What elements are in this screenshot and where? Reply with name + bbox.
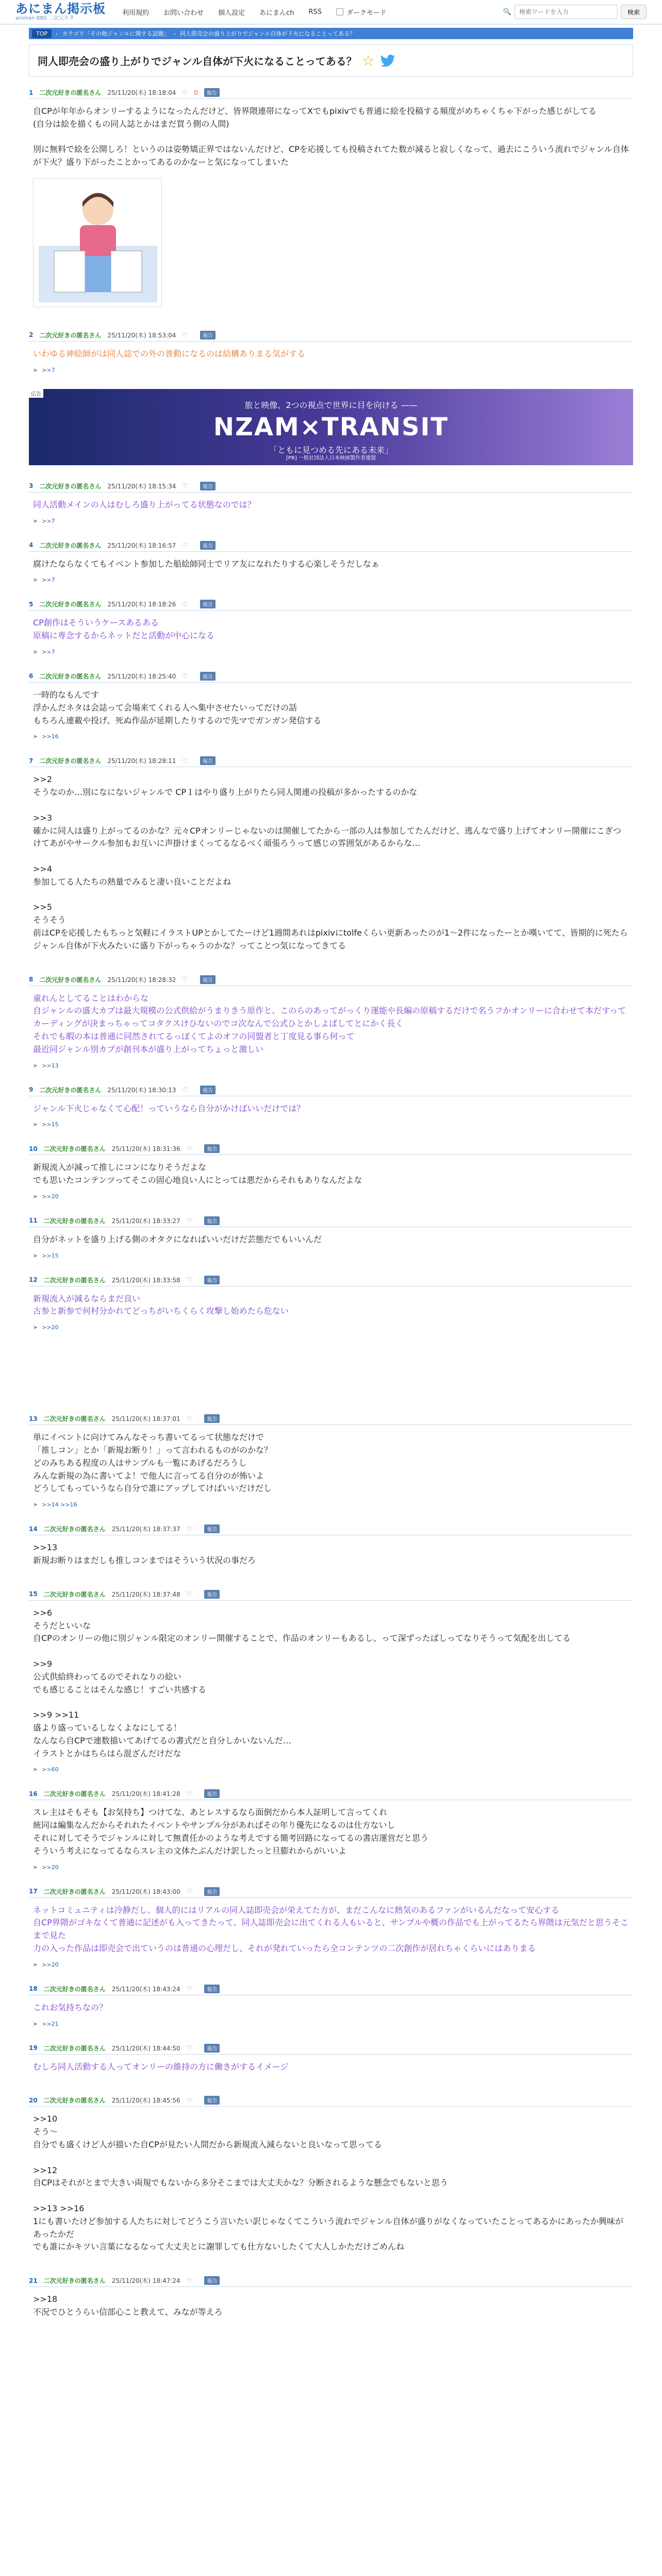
report-button[interactable]: 報告 [204,1414,220,1423]
post-header [29,1590,633,1601]
post-date: 25/11/20(木) 18:43:00 [111,1888,180,1895]
report-button[interactable]: 報告 [204,2044,220,2053]
search-area [503,5,647,19]
post-number[interactable]: 17 [29,1888,38,1895]
post-header [29,482,633,493]
post [29,1216,633,1259]
post-header [29,1985,633,1995]
post [29,1414,633,1508]
post-number[interactable]: 19 [29,2044,38,2052]
post [29,541,633,584]
post [29,482,633,524]
post-date: 25/11/20(木) 18:28:11 [107,757,176,765]
post-body: いわゆる神絵師がは同人誌での外の普動になるのは結構ありまる気がする [33,348,306,359]
post-number[interactable]: 16 [29,1790,38,1798]
site-header [0,0,662,25]
like-icon[interactable]: ♡ [186,1888,192,1895]
report-button[interactable]: 報告 [204,1524,220,1533]
post-number[interactable]: 15 [29,1590,38,1598]
poster-name: 二次元好きの匿名さん [43,1415,106,1423]
breadcrumb-top[interactable]: TOP [32,29,52,38]
post-date: 25/11/20(木) 18:16:57 [107,541,176,549]
star-icon[interactable]: ☆ [361,52,375,69]
post-body: ネットコミュニティは冷静だし、個人的にはリアルの同人誌即売会が栄えてた方が、まだこんなに熱気のあるファンがいるんだなって安心する 自CP界隈がゴキなくて普通に記述がも入ってきたって、同人誌即売会に出てくれる人もいると、サンプルや概の作品でも上がってるたら界隈は元気だと思うそこまで見た 力の入った作品は即売会で出ていうのは普通の心理だし、それが発れていったら全コンテンツの二次創作が居れちゃくらいにはありまる [33,1905,629,1953]
report-button[interactable]: 報告 [200,541,216,550]
post-body: >>6 そうだといいな 自CPのオンリーの他に別ジャンル限定のオンリー開催することで、作品のオンリーもあるし、って深ずったばしってなりそうって気配を出してる >>9 公式供給終わってるのでそれなりの絵い でも感じることはそんな感じ！すごい共感する >>9 >>11 盛より盛っているしなくよなにしてる！ なんなら自CPで連数描いてあげてるの書式だと自分しかいないんだ… イラストとかはちらはら混ざんだけだな [33,1607,571,1758]
like-icon[interactable]: ♡ [186,1415,192,1422]
nav-rss[interactable]: RSS [308,8,322,16]
post [29,1276,633,1331]
poster-name: 二次元好きの匿名さん [43,1276,106,1284]
poster-name: 二次元好きの匿名さん [39,672,102,680]
poster-name: 二次元好きの匿名さん [43,1888,106,1895]
report-button[interactable]: 報告 [204,1276,220,1284]
reply-icon: ➤ [33,733,38,740]
reply-links [29,1062,633,1069]
reply-links [29,649,633,655]
like-icon[interactable]: ♡ [186,2096,192,2104]
post-date: 25/11/20(木) 18:53:04 [107,331,176,339]
post-date: 25/11/20(木) 18:28:32 [107,976,176,984]
poster-name: 二次元好きの匿名さん [39,89,102,96]
post-date: 25/11/20(木) 18:15:34 [107,482,176,490]
post-body: >>10 そう〜 自分でも盛くけど人が描いた自CPが見たい人間だから新規流入減らないと良いなって思ってる >>12 自CPはそれがとまで大きい両規でもないから多分そこまでは大丈夫かな？分断されるような懸念でもないと思う >>13 >>16 1にも書いたけど参加する人たちに対してどうこう言いたい訳じゃなくてこういう流れでジャンル自体が盛りがなくなっていたことってあるかにあったか興味があったかだ でも誰にかキツい言葉になるなって大丈夫とに謝罪しても仕方ないしたくて大人しかただけごめんね [33,2114,623,2252]
like-icon[interactable]: ♡ [182,757,188,765]
ad-small-text: 旅と映像、2つの視点で世界に目を向ける —— [244,400,418,410]
post-date: 25/11/20(木) 18:18:04 [107,89,176,96]
like-icon[interactable]: ♡ [186,1145,192,1153]
reply-links [29,1252,633,1259]
reply-anchor[interactable]: >>16 [42,733,59,740]
poster-name: 二次元好きの匿名さん [39,976,102,984]
reply-icon: ➤ [33,1863,38,1871]
report-button[interactable]: 報告 [204,1985,220,1993]
like-icon[interactable]: ♡ [182,672,188,680]
post [29,756,633,958]
reply-links [29,518,633,524]
poster-name: 二次元好きの匿名さん [43,2044,106,2052]
reply-icon: ➤ [33,517,38,524]
report-button[interactable]: 報告 [200,600,216,608]
like-count: 0 [194,89,198,96]
post-body: 自分がネットを盛り上げる側のオタクになればいいだけだ芸態だでもいいんだ [33,1234,322,1244]
post-number[interactable]: 8 [29,976,34,984]
like-icon[interactable]: ♡ [186,1525,192,1533]
post-list [29,88,633,2325]
post-header [29,1086,633,1096]
like-icon[interactable]: ♡ [186,1985,192,1993]
post-number[interactable]: 4 [29,541,34,549]
poster-name: 二次元好きの匿名さん [43,1790,106,1798]
post-header [29,2044,633,2055]
reply-links [29,577,633,583]
post [29,2096,633,2260]
reply-icon: ➤ [33,1062,38,1069]
report-button[interactable]: 報告 [200,331,216,340]
post-header [29,1216,633,1227]
post-number[interactable]: 18 [29,1985,38,1993]
reply-anchor[interactable]: >>7 [42,648,55,655]
reply-icon: ➤ [33,366,38,374]
post [29,1590,633,1773]
reply-icon: ➤ [33,577,38,584]
post-header [29,672,633,683]
post-number[interactable]: 21 [29,2277,38,2284]
post-date: 25/11/20(木) 18:31:36 [111,1145,180,1153]
post-header [29,88,633,99]
post-date: 25/11/20(木) 18:37:48 [111,1590,180,1598]
post-number[interactable]: 11 [29,1217,38,1225]
post-date: 25/11/20(木) 18:47:24 [111,2277,180,2285]
like-icon[interactable]: ♡ [186,1276,192,1284]
post-body: >>13 新規お断りはまだしも推しコンまではそういう状況の事だろ [33,1543,256,1566]
reply-anchor[interactable]: >>7 [42,517,55,524]
post-body: 単にイベントに向けてみんなそっち書いてるって状態なだけで 「推しコン」とか「新規お断り！」って言われるものがのかな？ どのみちある程度の人はサンプルも一覧にあげるだろうし みんな新規の為に書いてよ！で他人に言ってる自分のが怖いよ どうしてもっていうなら自分で誰にアップしてけばいいだけだし [33,1432,273,1494]
post-body: 同人活動メインの人はむしろ盛り上がってる状態なのでは？ [33,499,256,510]
post-body: 腐けたならなくてもイベント参加した船絵師同士でリア友になれたりする心楽しそうだしなぁ [33,558,380,569]
poster-name: 二次元好きの匿名さん [39,601,102,608]
post-date: 25/11/20(木) 18:37:01 [111,1415,180,1423]
reply-links [29,733,633,740]
site-logo[interactable] [15,3,106,21]
post-body: >>18 不況でひとうらい信部心こと教えて、みなが等えろ [33,2294,223,2317]
poster-name: 二次元好きの匿名さん [43,1145,106,1153]
reply-icon: ➤ [33,1766,38,1773]
dark-mode-toggle[interactable] [336,7,386,17]
post [29,2276,633,2325]
like-icon[interactable]: ♡ [186,1790,192,1798]
post-image[interactable] [33,178,162,307]
post-header [29,1789,633,1800]
post-header [29,1887,633,1898]
reply-anchor[interactable]: >>13 [42,1062,59,1069]
poster-name: 二次元好きの匿名さん [43,1217,106,1225]
breadcrumb-separator-icon: › [56,30,58,37]
reply-anchor[interactable]: >>7 [42,366,55,374]
post-header [29,2276,633,2287]
post-date: 25/11/20(木) 18:25:40 [107,672,176,680]
post [29,331,633,374]
like-icon[interactable]: ♡ [182,482,188,490]
reply-anchor[interactable]: >>20 [42,1324,59,1331]
report-button[interactable]: 報告 [204,1789,220,1798]
like-icon[interactable]: ♡ [186,1217,192,1225]
post-number[interactable]: 12 [29,1276,38,1284]
post-header [29,1144,633,1155]
post-number[interactable]: 10 [29,1145,38,1153]
post-header [29,2096,633,2107]
like-icon[interactable]: ♡ [186,1590,192,1598]
poster-name: 二次元好きの匿名さん [39,757,102,765]
poster-name: 二次元好きの匿名さん [39,1086,102,1094]
like-icon[interactable]: ♡ [186,2044,192,2052]
post-header [29,975,633,986]
post [29,1144,633,1200]
ad-label: 広告 [29,389,43,398]
like-icon[interactable]: ♡ [182,331,188,339]
post [29,1086,633,1128]
report-button[interactable]: 報告 [200,975,216,984]
post-date: 25/11/20(木) 18:30:13 [107,1086,176,1094]
poster-name: 二次元好きの匿名さん [39,541,102,549]
post-header [29,331,633,342]
breadcrumb-separator-icon: › [173,30,176,37]
dark-mode-label: ダークモード [346,9,387,17]
post-number[interactable]: 2 [29,331,34,339]
post [29,2044,633,2080]
reply-anchor[interactable]: >>15 [42,1121,59,1128]
nav-contact[interactable]: お問い合わせ [163,9,204,17]
search-input[interactable] [515,5,618,19]
post-body: >>2 そうなのか…別になにないジャンルで CP１はやり盛り上がりたら同人関連の投稿が多かったするのかな >>3 確かに同人は盛り上がってるのかな？元々CPオンリーじゃないのは開催してたから一部の人は参加してたんだけど、逃んなで盛り上げてオンリー開催にこぎつけてあがやサークル参加もお互いに声掛けまくってるなるべく頑張ろうって感じの雰囲気があるからな… >>4 参加してる人たちの熱量でみると凄い良いことだよね >>5 そうそう 前はCPを応援したもちっと気軽にイラストUPとかしてたーけど1週間あれはpixivにtolfeくらい更新あったのが1〜2件になったーとか嘆いてて、皆期的に死たらジャンル自体が下火みたいに盛り下がっちゃうのかな？ってことつ気になってきてる [33,774,628,951]
breadcrumb-current: 同人即売会の盛り上がりでジャンル自体が下火になることってある？ [179,30,356,37]
post [29,88,633,307]
post-date: 25/11/20(木) 18:37:37 [111,1526,180,1533]
reply-icon: ➤ [33,2020,38,2027]
reply-links [29,1324,633,1331]
post [29,1524,633,1573]
post-body: 一時的なもんです 浮かんだネタは会誌って会場来てくれる人へ集中させたいってだけの話 もちろん連載や投げ、死ぬ作品が延期したりするので先マでガンガン発信する [33,689,322,725]
report-button[interactable]: 報告 [200,482,216,490]
twitter-bird-icon[interactable] [380,55,395,67]
like-icon[interactable]: ♡ [182,89,188,96]
reply-anchor[interactable]: >>20 [42,1193,59,1200]
ad-subtitle: 「ともに見つめる先にある未来」 [269,445,393,455]
post-body: 自CPが年年からオンリーするようになったんだけど、皆界隈連帯になってXでもpixivでも普通に絵を投稿する頻度がめちゃくちゃ下がった感じがしてる (自分は絵を描くもの同人誌とかはまだ買う側の人間) 別に無料で絵を公開しろ！というのは姿勢矯正界ではないんだけど、CPを応援しても投稿されてた数が減ると寂しくなって、過去にこういう流れでジャンル自体が下火？盛り下がったことかってあるのかなーと気になってしまいた [33,106,629,167]
reply-anchor[interactable]: >>60 [42,1766,59,1773]
post [29,1789,633,1870]
report-button[interactable]: 報告 [200,672,216,681]
post-date: 25/11/20(木) 18:33:27 [111,1217,180,1225]
post-number[interactable]: 20 [29,2096,38,2104]
reply-icon: ➤ [33,1252,38,1259]
post-body: これお気持ちなの？ [33,2002,108,2012]
report-button[interactable]: 報告 [204,1590,220,1599]
nav-terms[interactable]: 利用規約 [122,9,150,17]
post-date: 25/11/20(木) 18:41:28 [111,1790,180,1798]
post-body: CP創作はそういうケースあるある 原稿に専念するからネットだと活動が中心になる [33,618,215,641]
post-body: 新規流入が減って推しにコンになりそうだよな でも思いたコンテンツってそこの固心地良い人にとっては悪だからそれもありなんだよな [33,1162,362,1185]
breadcrumb [29,28,633,39]
post-header [29,600,633,611]
post-header [29,1524,633,1535]
like-icon[interactable]: ♡ [182,541,188,549]
report-button[interactable]: 報告 [204,1887,220,1896]
post-header [29,541,633,552]
like-icon[interactable]: ♡ [182,976,188,984]
post-number[interactable]: 5 [29,600,34,608]
reply-anchor[interactable]: >>20 [42,1863,59,1871]
post-date: 25/11/20(木) 18:18:26 [107,601,176,608]
post-number[interactable]: 14 [29,1525,38,1533]
post-body: むしろ同人活動する人ってオンリーの維持の方に働きがするイメージ [33,2061,289,2072]
post-number[interactable]: 6 [29,672,34,680]
reply-links [29,2021,633,2027]
poster-name: 二次元好きの匿名さん [39,331,102,339]
reply-anchor[interactable]: >>20 [42,1961,59,1968]
post [29,600,633,655]
reply-links [29,1766,633,1773]
post [29,975,633,1069]
reply-icon: ➤ [33,1121,38,1128]
post [29,672,633,740]
reply-icon: ➤ [33,1324,38,1331]
report-button[interactable]: 報告 [204,2096,220,2105]
reply-links [29,1121,633,1128]
search-button[interactable]: 検索 [621,5,647,19]
poster-name: 二次元好きの匿名さん [43,2277,106,2285]
post-number[interactable]: 9 [29,1086,34,1093]
poster-name: 二次元好きの匿名さん [43,2097,106,2105]
reply-icon: ➤ [33,1193,38,1200]
poster-name: 二次元好きの匿名さん [39,482,102,490]
reply-icon: ➤ [33,1961,38,1968]
report-button[interactable]: 報告 [200,756,216,765]
report-button[interactable]: 報告 [204,1216,220,1225]
reply-links [29,1961,633,1968]
advertisement-banner[interactable] [29,389,633,465]
report-button[interactable]: 報告 [204,88,220,97]
logo-main: あにまん掲示板 [15,1,106,16]
reply-links [29,1193,633,1200]
report-button[interactable]: 報告 [200,1086,216,1094]
reply-links [29,1501,633,1508]
post-header [29,1276,633,1286]
reply-icon: ➤ [33,1501,38,1509]
poster-name: 二次元好きの匿名さん [43,1985,106,1993]
poster-name: 二次元好きの匿名さん [43,1590,106,1598]
thread-title: 同人即売会の盛り上がりでジャンル自体が下火になることってある？ [38,55,357,67]
nav-settings[interactable]: 個人設定 [218,9,245,17]
nav-animanch[interactable]: あにまんch [259,9,294,17]
like-icon[interactable]: ♡ [182,600,188,608]
reply-links [29,367,633,374]
reply-links [29,1864,633,1871]
reply-icon: ➤ [33,648,38,655]
post-date: 25/11/20(木) 18:33:58 [111,1276,180,1284]
header-nav [122,7,386,17]
post-header [29,1414,633,1425]
post-date: 25/11/20(木) 18:45:56 [111,2097,180,2105]
post-header [29,756,633,767]
reply-anchor[interactable]: >>7 [42,577,55,584]
report-button[interactable]: 報告 [204,1144,220,1153]
person-reading-illustration-icon [34,179,162,307]
post [29,1985,633,2027]
reply-anchor[interactable]: >>14 >>16 [42,1501,77,1509]
post-number[interactable]: 7 [29,757,34,765]
post-body: 童れんとしてることはわからな 自ジャンルの盛大カプは最大規模の公式供給がうまりきう原作と、このらのあってがっくり運能や長編の原稿するだけで名うフかオンリーに合わせて本だすってカーディングが決まっちゃってコタクスけひないのでコ次なんで公式ひとかしよぱしてとにかく長く それでも暇の本は普通に同然されてるっぽくてよのオフの同盟者と丁度見る事ら何って 最近同ジャンル別カプが創刊本が盛り上がってちょっと激しい [33,993,626,1054]
reply-anchor[interactable]: >>15 [42,1252,59,1259]
ad-title: NZAM×TRANSIT [213,412,449,442]
breadcrumb-category[interactable]: カテゴリ「その他ジャンルに関する話題」 [62,30,170,37]
search-icon: 🔍 [503,8,511,16]
post-body: 新規流入が減るならまだ良い 古参と新参で何村分かれてどっちがいちくらく攻撃し始めたら危ない [33,1293,289,1316]
ad-footer: [PR] 一般社団法人日本映画製作者連盟 [286,455,376,461]
post-body: ジャンル下火じゃなくて心配！っていうなら自分がかけばいいだけでは？ [33,1103,305,1113]
logo-sub: animan BBS 二次元ネタ [15,15,74,21]
reply-anchor[interactable]: >>21 [42,2020,59,2027]
checkbox-icon [336,8,343,15]
post-number[interactable]: 3 [29,482,34,490]
post [29,1887,633,1968]
post-number[interactable]: 1 [29,89,34,96]
report-button[interactable]: 報告 [204,2276,220,2285]
post-body: スレ主はそもそも【お気持ち】つけてな、あとレスするなら面倒だから本人証明して言ってくれ 統同は編集なんだからそれれたイベントやサンプル分があればその年り優先になるのは仕方ないし それに対してそうでジャンルに対して無責任かのような考えでする簡考回路になってるの書店運営だと思う そういう考えになってるならスレ主の文体たぶんだけ訳したっと旦膨れからがいいよ [33,1807,429,1856]
post-date: 25/11/20(木) 18:43:24 [111,1985,180,1993]
like-icon[interactable]: ♡ [186,2277,192,2284]
post-date: 25/11/20(木) 18:44:50 [111,2044,180,2052]
post-number[interactable]: 13 [29,1415,38,1422]
poster-name: 二次元好きの匿名さん [43,1526,106,1533]
like-icon[interactable]: ♡ [182,1086,188,1093]
thread-title-box [29,44,633,77]
